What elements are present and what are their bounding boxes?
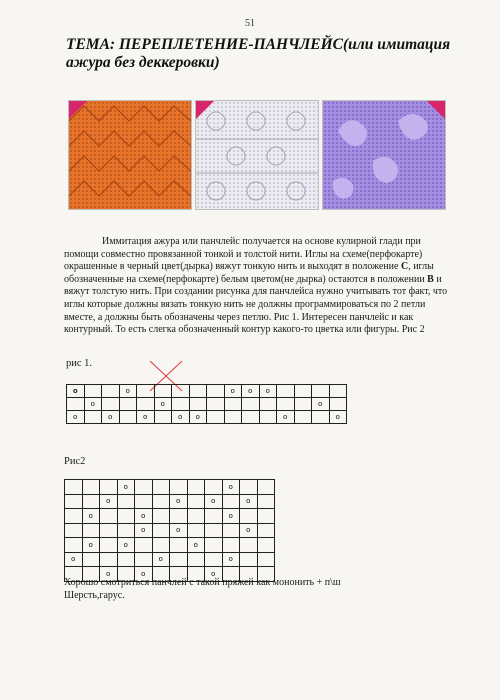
figure-2-cell [152, 480, 170, 495]
figure-2-cell: o [117, 538, 135, 553]
figure-1-cell [329, 385, 347, 398]
knitting-photo-white [195, 100, 319, 210]
figure-1-cell [259, 411, 277, 424]
figure-2-cell [152, 538, 170, 553]
figure-2-cell [82, 480, 100, 495]
figure-2-cell: o [222, 480, 240, 495]
figure-2-cell: o [170, 523, 188, 538]
figure-2-cell [187, 509, 205, 524]
figure-1-cell [84, 411, 102, 424]
figure-2-cell: o [187, 538, 205, 553]
figure-2-row [65, 509, 275, 524]
figure-1-cell [102, 398, 120, 411]
figure-2-cell [100, 523, 118, 538]
figure-1-cell [172, 385, 190, 398]
figure-2-cell [240, 552, 258, 567]
figure-1-cell: o [119, 385, 137, 398]
figure-2-cell [240, 509, 258, 524]
figure-1-cell [294, 398, 312, 411]
figure-2-cell [257, 538, 275, 553]
corner-badge [69, 101, 87, 119]
figure-1-cell: o [312, 398, 330, 411]
figure-2-cell [82, 523, 100, 538]
knitting-photos [68, 100, 444, 208]
knitting-photo-purple [322, 100, 446, 210]
figure-2-cell [65, 523, 83, 538]
figure-1-cell: o [329, 411, 347, 424]
figure-2-cell [100, 538, 118, 553]
figure-1-cell [154, 411, 172, 424]
figure-2-cell [100, 509, 118, 524]
figure-2-cell [82, 552, 100, 567]
page-number: 51 [245, 18, 255, 29]
page-title: ТЕМА: ПЕРЕПЛЕТЕНИЕ-ПАНЧЛЕЙС(или имитация ажура без деккеровки) [66, 36, 451, 71]
corner-badge [427, 101, 445, 119]
figure-2-cell [135, 552, 153, 567]
figure-2-cell: o [222, 552, 240, 567]
figure-2-cell [257, 509, 275, 524]
figure-2-cell: o [117, 480, 135, 495]
figure-2-grid [64, 479, 275, 582]
corner-badge [196, 101, 214, 119]
figure-2-cell: o [152, 552, 170, 567]
figure-2-cell [240, 480, 258, 495]
figure-1-cell: o [154, 398, 172, 411]
footer-note [64, 576, 464, 602]
figure-1-row [67, 398, 347, 411]
figure-2-cell [187, 480, 205, 495]
figure-1-cell: o [259, 385, 277, 398]
figure-2-cell [135, 480, 153, 495]
figure-1-cell [277, 385, 295, 398]
figure-1-cell [224, 398, 242, 411]
figure-2-row [65, 494, 275, 509]
figure-2-cell: o [205, 567, 223, 582]
figure-1-cell: o [172, 411, 190, 424]
footer-line-2: Шерсть,гарус. [64, 590, 125, 601]
figure-2-cell: o [82, 509, 100, 524]
figure-2-cell: o [100, 494, 118, 509]
figure-2-cell [205, 480, 223, 495]
figure-2-cell: o [240, 523, 258, 538]
figure-2-cell [170, 552, 188, 567]
figure-1-cell [242, 398, 260, 411]
body-text-2: , иглы обозначенные на схеме(перфокарте) белым цветом(не дырка) остаются в положении [64, 261, 434, 285]
figure-2-cell [240, 538, 258, 553]
figure-2-cell [152, 509, 170, 524]
figure-2-cell [100, 552, 118, 567]
figure-1-cell [224, 411, 242, 424]
figure-2-cell [65, 538, 83, 553]
figure-2-cell [152, 523, 170, 538]
figure-2-cell: o [222, 509, 240, 524]
figure-2-cell [222, 523, 240, 538]
figure-1-cell [294, 385, 312, 398]
figure-2-cell [170, 538, 188, 553]
figure-1-row [67, 411, 347, 424]
knitting-photo-orange [68, 100, 192, 210]
figure-1-cell [84, 385, 102, 398]
figure-1-cell [137, 398, 155, 411]
figure-2-cell [117, 509, 135, 524]
figure-2-cell [117, 523, 135, 538]
figure-2-cell [117, 494, 135, 509]
white-lace-pattern-image [196, 101, 318, 209]
figure-2-cell [222, 494, 240, 509]
figure-2-cell: o [240, 494, 258, 509]
figure-1-cell [242, 411, 260, 424]
figure-2-cell: o [205, 494, 223, 509]
body-text-1: Иммитация ажура или панчлейс получается на основе кулирной глади при помощи совместно провязанной тонкой и толстой нити. Иглы на схеме(перфокарте) окрашенные в черный цвет(дырка) вяжут тонкую нить и выходят в положение [64, 236, 423, 273]
figure-1-cell [259, 398, 277, 411]
figure-2-cell: o [135, 509, 153, 524]
figure-2-cell [187, 523, 205, 538]
figure-2-row [65, 552, 275, 567]
figure-1-cell: o [189, 411, 207, 424]
figure-2-cell: o [135, 567, 153, 582]
figure-2-cell [187, 494, 205, 509]
figure-1-cell: o [84, 398, 102, 411]
figure-2-cell [187, 552, 205, 567]
footer-line-1: Хорошо смотриться панчлей с такой пряжей как мононить + п\ш [64, 577, 341, 588]
figure-2-cell [205, 523, 223, 538]
position-c: С [400, 261, 409, 273]
figure-2-cell [82, 494, 100, 509]
figure-1-cell [102, 385, 120, 398]
figure-1-cell [189, 385, 207, 398]
figure-1-cell [154, 385, 172, 398]
figure-1-cell [294, 411, 312, 424]
figure-2-cell [65, 494, 83, 509]
figure-2-cell [205, 509, 223, 524]
figure-2-cell [257, 523, 275, 538]
figure-1-cell: o [102, 411, 120, 424]
figure-1-cell: o [67, 411, 85, 424]
figure-2-cell [135, 494, 153, 509]
figure-1-cell [277, 398, 295, 411]
figure-1-row [67, 385, 347, 398]
figure-1-cell [67, 398, 85, 411]
figure-2-cell [257, 552, 275, 567]
figure-1-cell [172, 398, 190, 411]
figure-2-cell: o [135, 523, 153, 538]
figure-1-cell [329, 398, 347, 411]
figure-1-cell: o [242, 385, 260, 398]
figure-2-row [65, 480, 275, 495]
figure-2-cell [257, 494, 275, 509]
figure-2-row [65, 523, 275, 538]
figure-2-cell [170, 480, 188, 495]
figure-1-cell [312, 385, 330, 398]
figure-2-cell [117, 552, 135, 567]
figure-1-cell [207, 411, 225, 424]
figure-2-cell [170, 509, 188, 524]
figure-2-cell [65, 509, 83, 524]
orange-lace-pattern-image [69, 101, 191, 209]
figure-1-cell: o [224, 385, 242, 398]
figure-2-cell [152, 494, 170, 509]
figure-1-grid [66, 384, 347, 424]
figure-1-cell [207, 398, 225, 411]
figure-1-cell [312, 411, 330, 424]
body-text-3: и вяжут толстую нить. При создании рисунка для панчлейса нужно учитывать тот факт, что иглы которые должны вязать тонкую нить не должны программироваться по 2 петли вместе, а должны быть обозначены через петлю. Рис 1. Интересен панчлейс и как контурный. То есть слегка обозначенный контур какого-то цветка или фигуры. Рис 2 [64, 273, 448, 336]
figure-2-cell [205, 538, 223, 553]
figure-1-label: рис 1. [66, 358, 93, 369]
figure-1-cell [189, 398, 207, 411]
position-b: В [427, 273, 434, 285]
figure-2-cell: o [82, 538, 100, 553]
figure-1-cell: o [277, 411, 295, 424]
figure-2-cell [222, 538, 240, 553]
figure-1-cell [137, 385, 155, 398]
figure-1-cell [119, 411, 137, 424]
figure-2-cell [135, 538, 153, 553]
figure-1-cell [119, 398, 137, 411]
figure-1-cell: o [67, 385, 85, 398]
figure-2-cell: o [100, 567, 118, 582]
figure-2-cell: o [65, 552, 83, 567]
figure-2-cell [205, 552, 223, 567]
figure-2-cell [257, 480, 275, 495]
figure-2-label: Рис2 [64, 456, 86, 467]
figure-2-row [65, 538, 275, 553]
figure-2-cell [65, 480, 83, 495]
figure-1-cell [207, 385, 225, 398]
figure-2-cell [100, 480, 118, 495]
figure-1-cell: o [137, 411, 155, 424]
figure-2-cell: o [170, 494, 188, 509]
body-paragraph [64, 236, 456, 337]
